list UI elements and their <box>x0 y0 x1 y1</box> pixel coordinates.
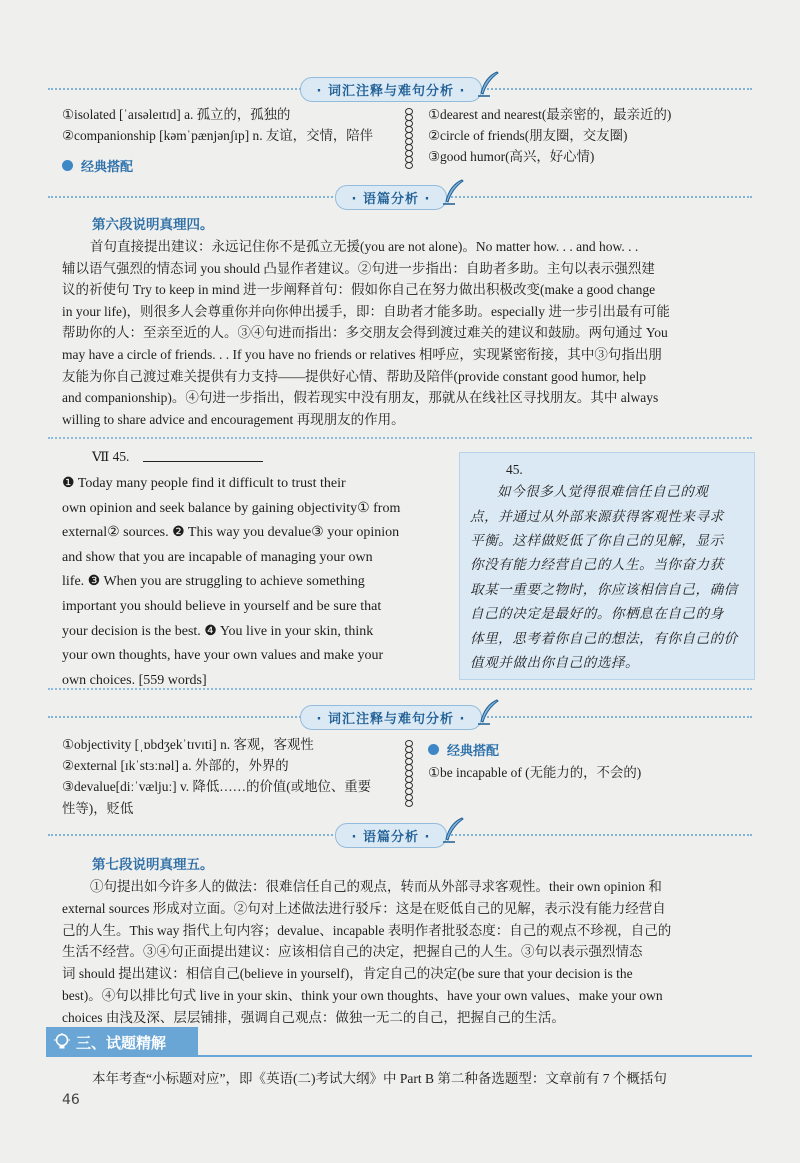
vocab2-right <box>428 762 758 783</box>
analysis-line: choices 由浅及深、层层铺排，强调自己观点：做独一无二的自己，把握自己的生活。 <box>62 1009 565 1025</box>
answer-blank <box>143 461 263 462</box>
analysis-line: 词 should 提出建议：相信自己(believe in yourself)，肯定自己的决定(be sure that your decision is the <box>62 966 633 982</box>
quill-icon <box>443 179 465 205</box>
analysis-line: may have a circle of friends. . . If you have no friends or relatives 相呼应，实现紧密衔接，其中③句指出朋 <box>62 346 662 362</box>
vocab-banner-2 <box>0 704 800 730</box>
translation-line: 值观并做出你自己的选择。 <box>470 655 640 671</box>
analysis-line: best)。④句以排比句式 live in your skin、think your own thoughts、have your own values、make your own <box>62 987 663 1003</box>
analysis7-body <box>62 876 762 1029</box>
collocation-heading: 经典搭配 <box>62 156 133 175</box>
translation-body <box>470 480 744 675</box>
passage-line: ❶ Today many people find it difficult to trust their <box>62 476 346 491</box>
vocab-entry: ①isolated [ˈaɪsəleɪtɪd] a. 孤立的，孤独的 <box>62 107 291 122</box>
section3-text: 本年考查“小标题对应”，即《英语(二)考试大纲》中 Part B 第二种备选题型：文章前有 7 个概括句 <box>92 1071 667 1086</box>
vocab-banner-label: · 词汇注释与难句分析 · <box>300 77 483 102</box>
passage-line: own choices. [559 words] <box>62 672 207 688</box>
translation-line: 如今很多人觉得很难信任自己的观 <box>497 484 709 500</box>
passage-line: your decision is the best. ❹ You live in your skin, think <box>62 623 374 639</box>
spring-divider <box>405 108 413 168</box>
vocab-banner <box>0 76 800 102</box>
vocab1-right <box>428 104 758 168</box>
vocab2-left <box>62 734 402 819</box>
passage-line: your own thoughts, have your own values and make your <box>62 648 384 664</box>
divider <box>48 437 752 439</box>
section-title: 三、试题精解 <box>46 1027 198 1057</box>
passage-line: important you should believe in yourself and be sure that <box>62 598 382 614</box>
analysis6-body <box>62 236 762 430</box>
bullet-dot-icon <box>428 744 439 755</box>
spring-divider <box>405 740 413 806</box>
vocab-entry: ③devalue[diːˈvæljuː] v. 降低……的价值(或地位、重要 <box>62 779 372 795</box>
analysis-line: 帮助你的人：至亲至近的人。③④句进而指出：多交朋友会得到渡过难关的建议和鼓励。两句通过 You <box>62 325 668 341</box>
analysis-line: and companionship)。④句进一步指出，假若现实中没有朋友，那就从在线社区寻找朋友。其中 always <box>62 390 659 406</box>
quill-icon <box>443 817 465 843</box>
analysis-line: 辅以语气强烈的情态词 you should 凸显作者建议。②句进一步指出：自助者多助。主句以表示强烈建 <box>62 260 655 276</box>
collocation-heading-2: 经典搭配 <box>428 740 499 759</box>
vocab-banner-label: · 词汇注释与难句分析 · <box>300 705 483 730</box>
analysis7-heading: 第七段说明真理五。 <box>92 857 214 873</box>
passage-line: own opinion and seek balance by gaining objectivity① from <box>62 500 401 516</box>
translation-line: 你没有能力经营自己的人生。当你奋力获 <box>470 557 724 573</box>
passage-line: life. ❸ When you are struggling to achieve something <box>62 574 365 590</box>
bullet-dot-icon <box>62 160 73 171</box>
quill-icon <box>478 699 500 725</box>
quill-icon <box>478 71 500 97</box>
page-number: 46 <box>62 1092 80 1108</box>
text-analysis-banner-2 <box>0 822 800 848</box>
analysis-line: in your life)，则很多人会尊重你并向你伸出援手，即：自助者才能多助。especially 进一步引出最有可能 <box>62 303 670 319</box>
analysis-line: external sources 形成对立面。②句对上述做法进行驳斥：这是在贬低自己的见解，表示没有能力经营自 <box>62 900 666 916</box>
vocab-entry: ②external [ɪkˈstɜːnəl] a. 外部的，外界的 <box>62 758 289 774</box>
analysis-line: willing to share advice and encouragement 再现朋友的作用。 <box>62 411 405 427</box>
analysis6-heading: 第六段说明真理四。 <box>92 217 214 233</box>
collocation-entry: ①be incapable of (无能力的，不会的) <box>428 765 642 780</box>
collocation-entry: ①dearest and nearest(最亲密的，最亲近的) <box>428 107 672 122</box>
passage-line: and show that you are incapable of managing your own <box>62 549 373 565</box>
passage-line: external② sources. ❷ This way you devalue③ your opinion <box>62 525 400 541</box>
translation-line: 自己的决定是最好的。你栖息在自己的身 <box>470 606 724 622</box>
analysis-line: 友能为你自己渡过难关提供有力支持——提供好心情、帮助及陪伴(provide constant good humor, help <box>62 368 647 384</box>
analysis-line: 首句直接提出建议：永远记住你不是孤立无援(you are not alone)。No matter how. . . and how. . . <box>90 239 639 254</box>
analysis-line: 生活不经营。③④句正面提出建议：应该相信自己的决定，把握自己的人生。③句以表示强烈情态 <box>62 944 643 960</box>
vocab1-left <box>62 104 402 146</box>
vocab-entry: ①objectivity [ˌɒbdʒekˈtɪvɪti] n. 客观，客观性 <box>62 737 314 752</box>
translation-box <box>459 452 755 680</box>
analysis-line: 己的人生。This way 指代上句内容；devalue、incapable 表明作者批驳态度：自己的观点不珍视，自己的 <box>62 922 672 938</box>
translation-line: 取某一重要之物时，你应该相信自己，确信 <box>470 581 738 597</box>
vocab-entry: 性等)，贬低 <box>62 800 134 816</box>
text-analysis-banner-label: · 语篇分析 · <box>335 823 448 848</box>
analysis-line: ①句提出如今许多人的做法：很难信任自己的观点，转而从外部寻求客观性。their own opinion 和 <box>90 879 662 894</box>
passage-body <box>62 472 442 693</box>
translation-number: 45. <box>506 462 523 477</box>
analysis-line: 议的祈使句 Try to keep in mind 进一步阐释首句：假如你自己在努力做出积极改变(make a good change <box>62 282 656 298</box>
passage-label: Ⅶ 45. <box>92 449 130 464</box>
lightbulb-icon <box>54 1033 70 1051</box>
text-analysis-banner-label: · 语篇分析 · <box>335 185 448 210</box>
passage-label-row <box>92 446 263 467</box>
translation-line: 点，并通过从外部来源获得客观性来寻求 <box>470 508 724 524</box>
collocation-entry: ②circle of friends(朋友圈，交友圈) <box>428 128 628 144</box>
text-analysis-banner <box>0 184 800 210</box>
collocation-entry: ③good humor(高兴，好心情) <box>428 149 595 165</box>
divider <box>48 688 752 690</box>
translation-line: 平衡。这样做贬低了你自己的见解，显示 <box>470 533 724 549</box>
translation-line: 体里，思考着你自己的想法，有你自己的价 <box>470 630 738 646</box>
section-rule <box>198 1055 752 1057</box>
vocab-entry: ②companionship [kəmˈpænjənʃɪp] n. 友谊，交情，陪伴 <box>62 128 374 144</box>
